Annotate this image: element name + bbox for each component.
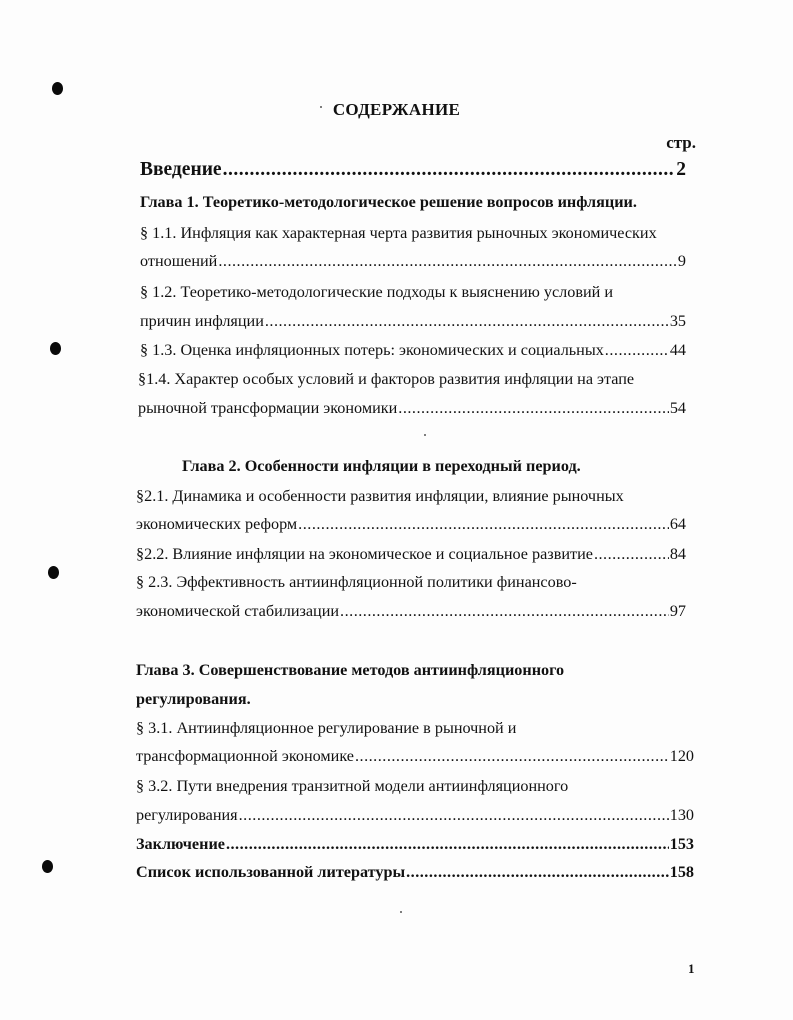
toc-entry-text: экономических реформ (136, 515, 298, 533)
toc-entry-3-1-line1: § 3.1. Антиинфляционное регулирование в рыночной и (136, 719, 517, 737)
toc-page-number: 35 (669, 312, 686, 330)
toc-entry-references (136, 862, 694, 882)
toc-entry-text: Заключение (136, 835, 225, 853)
toc-entry-text: регулирования (136, 806, 238, 824)
toc-entry-intro (140, 160, 686, 180)
toc-page-number: 2 (676, 159, 686, 180)
toc-entry-conclusion (136, 834, 694, 854)
dot-leader (355, 746, 669, 766)
toc-entry-text: экономической стабилизации (136, 602, 340, 620)
toc-entry-1-2 (140, 311, 686, 331)
toc-entry-1-1-line1: § 1.1. Инфляция как характерная черта развития рыночных экономических (140, 224, 657, 242)
page-number: 1 (688, 961, 695, 976)
dot-leader (605, 340, 669, 360)
toc-entry-2-1-line1: §2.1. Динамика и особенности развития инфляции, влияние рыночных (136, 487, 624, 505)
scan-speck (400, 911, 402, 913)
toc-entry-3-2 (136, 805, 694, 825)
toc-entry-2-2 (136, 544, 686, 564)
toc-entry-text: отношений (140, 252, 218, 270)
scan-speck (424, 434, 426, 436)
toc-page-number: 44 (669, 341, 686, 359)
dot-leader (218, 251, 677, 271)
dot-leader (298, 514, 669, 534)
toc-page-number: 153 (669, 835, 694, 853)
toc-entry-1-2-line1: § 1.2. Теоретико-методологические подходы к выяснению условий и (140, 283, 614, 301)
toc-page-number: 158 (669, 863, 694, 881)
toc-page-number: 64 (669, 515, 686, 533)
hole-punch-mark (42, 860, 53, 873)
chapter-1-heading: Глава 1. Теоретико-методологическое решение вопросов инфляции. (140, 193, 637, 211)
dot-leader (239, 805, 669, 825)
toc-page-number: 97 (669, 602, 686, 620)
toc-entry-text: причин инфляции (140, 312, 264, 330)
chapter-2-heading: Глава 2. Особенности инфляции в переходный период. (182, 457, 581, 475)
toc-entry-text: § 1.3. Оценка инфляционных потерь: экономических и социальных (140, 341, 604, 359)
dot-leader (340, 601, 669, 621)
chapter-3-heading-line1: Глава 3. Совершенствование методов антиинфляционного (136, 661, 565, 679)
toc-entry-3-2-line1: § 3.2. Пути внедрения транзитной модели антиинфляционного (136, 777, 569, 795)
chapter-3-heading-line2: регулирования. (136, 690, 251, 708)
dot-leader (226, 834, 669, 854)
page-column-label: стр. (666, 133, 696, 152)
toc-entry-1-4-line1: §1.4. Характер особых условий и факторов развития инфляции на этапе (138, 370, 635, 388)
dot-leader (265, 311, 669, 331)
toc-entry-3-1 (136, 746, 694, 766)
toc-entry-1-3 (140, 340, 686, 360)
hole-punch-mark (50, 342, 61, 355)
toc-page-number: 9 (677, 252, 686, 270)
toc-entry-text: рыночной трансформации экономики (138, 399, 398, 417)
page-title: СОДЕРЖАНИЕ (332, 100, 461, 119)
toc-entry-text: §2.2. Влияние инфляции на экономическое и социальное развитие (136, 545, 593, 563)
toc-page-number: 120 (669, 747, 694, 765)
toc-entry-text: трансформационной экономике (136, 747, 354, 765)
toc-entry-1-1 (140, 251, 686, 271)
toc-entry-2-1 (136, 514, 686, 534)
hole-punch-mark (52, 82, 63, 95)
hole-punch-mark (48, 566, 59, 579)
toc-entry-text: Список использованной литературы (136, 863, 406, 881)
dot-leader (594, 544, 669, 564)
dot-leader (406, 862, 669, 882)
toc-entry-text: Введение (140, 159, 222, 180)
toc-page-number: 130 (669, 806, 694, 824)
toc-page-number: 84 (669, 545, 686, 563)
dot-leader (223, 160, 676, 180)
toc-entry-1-4 (138, 398, 686, 418)
toc-page-number: 54 (669, 399, 686, 417)
dot-leader (398, 398, 669, 418)
toc-entry-2-3 (136, 601, 686, 621)
toc-entry-2-3-line1: § 2.3. Эффективность антиинфляционной политики финансово- (136, 573, 577, 591)
